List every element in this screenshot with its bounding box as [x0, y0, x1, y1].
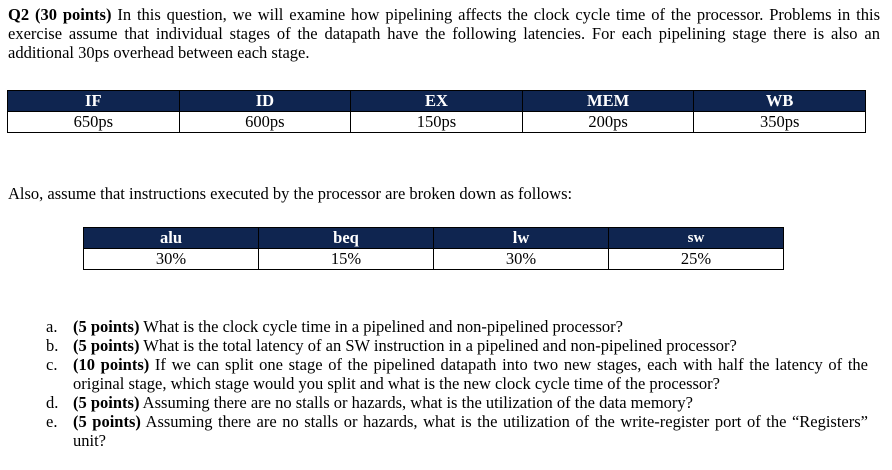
stage-latency-table: [7, 90, 866, 133]
table-header-row: [8, 91, 866, 112]
points-label: (5 points): [73, 317, 140, 336]
question-list: [8, 317, 868, 450]
question-text: Assuming there are no stalls or hazards, what is the utilization of the data memory?: [139, 393, 693, 412]
table-cell: 200ps: [522, 112, 694, 133]
table-header-row: [84, 228, 784, 249]
instruction-mix-text: Also, assume that instructions executed by the processor are broken down as follows:: [8, 184, 573, 203]
table-header-cell: alu: [84, 228, 259, 249]
points-label: (5 points): [73, 336, 140, 355]
table-cell: 15%: [259, 249, 434, 270]
table-cell: 600ps: [179, 112, 351, 133]
instruction-mix-table: [83, 227, 784, 270]
list-marker: c.: [46, 355, 58, 374]
question-text: What is the total latency of an SW instruction in a pipelined and non-pipelined processor?: [139, 336, 737, 355]
list-item: [8, 412, 868, 450]
list-item: [8, 355, 868, 393]
table-row: [84, 249, 784, 270]
table-cell: 30%: [84, 249, 259, 270]
table-cell: 30%: [434, 249, 609, 270]
question-label: Q2 (30 points): [8, 5, 112, 24]
list-item: [8, 317, 868, 336]
points-label: (10 points): [73, 355, 150, 374]
table-cell: 150ps: [351, 112, 523, 133]
question-text: What is the clock cycle time in a pipelined and non-pipelined processor?: [139, 317, 624, 336]
list-item: [8, 336, 868, 355]
list-marker: e.: [46, 412, 58, 431]
question-text: Assuming there are no stalls or hazards, what is the utilization of the write-register port of the “Registers” unit?: [73, 412, 868, 450]
list-marker: d.: [46, 393, 59, 412]
points-label: (5 points): [73, 412, 141, 431]
question-text: If we can split one stage of the pipelined datapath into two new stages, each with half the latency of the original stage, which stage would you split and what is the new clock cycle time of the processor?: [73, 355, 868, 393]
table-header-cell: sw: [609, 228, 784, 249]
table-cell: 350ps: [694, 112, 866, 133]
table-cell: 650ps: [8, 112, 180, 133]
table-header-cell: WB: [694, 91, 866, 112]
table-header-cell: ID: [179, 91, 351, 112]
question-intro-text: In this question, we will examine how pipelining affects the clock cycle time of the processor. Problems in this exercise assume that individual stages of the datapath have the following latencies. For each pipelining stage there is also an additional 30ps overhead between each stage.: [8, 5, 880, 62]
table-row: [8, 112, 866, 133]
question-intro: [8, 5, 880, 62]
table-header-cell: MEM: [522, 91, 694, 112]
list-marker: b.: [46, 336, 59, 355]
list-item: [8, 393, 868, 412]
table-header-cell: EX: [351, 91, 523, 112]
table-header-cell: IF: [8, 91, 180, 112]
list-marker: a.: [46, 317, 58, 336]
table-cell: 25%: [609, 249, 784, 270]
points-label: (5 points): [73, 393, 140, 412]
table-header-cell: beq: [259, 228, 434, 249]
table-header-cell: lw: [434, 228, 609, 249]
